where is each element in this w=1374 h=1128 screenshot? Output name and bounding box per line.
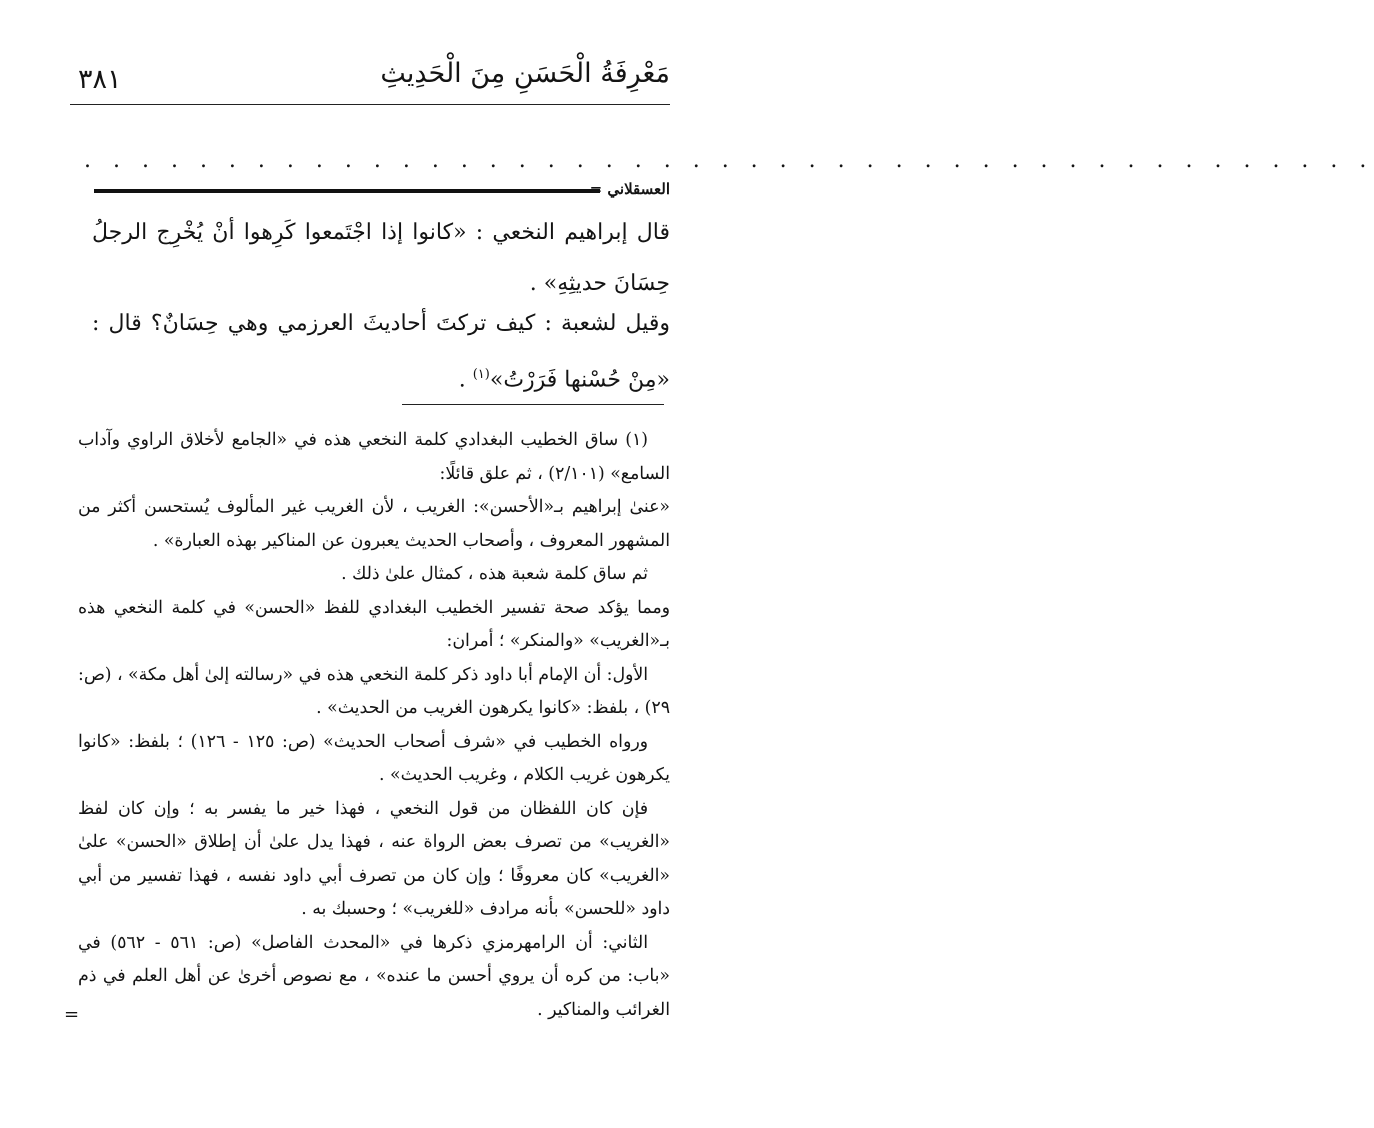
footnotes — [78, 424, 670, 1027]
main-paragraph-1 — [92, 207, 670, 309]
footnote-rule — [402, 404, 664, 405]
footnote-line: ورواه الخطيب في «شرف أصحاب الحديث» (ص: ١٢٥ - ١٢٦) ؛ بلفظ: «كانوا يكرهون غريب الكلام ، وغريب الحديث» . — [78, 731, 670, 785]
page-number: ٣٨١ — [78, 64, 122, 95]
header-rule — [70, 104, 670, 105]
footnote-line: الثاني: أن الرامهرمزي ذكرها في «المحدث الفاصل» (ص: ٥٦١ - ٥٦٢) في «باب: من كره أن يروي أحسن ما عنده» ، مع نصوص أخرىٰ عن أهل العلم في ذم الغرائب والمناكير . — [78, 932, 670, 1020]
main-paragraph-1-text: قال إبراهيم النخعي : «كانوا إذا اجْتَمعوا كَرِهوا أنْ يُخْرِج الرجلُ حِسَانَ حديثِهِ» . — [92, 220, 670, 296]
section-label: العسقلاني = — [589, 180, 670, 198]
footnote-line: (١) ساق الخطيب البغدادي كلمة النخعي هذه في «الجامع لأخلاق الراوي وآداب السامع» (٢/١٠١) ، ثم علق قائلًا: — [78, 430, 670, 484]
section-rule — [94, 189, 600, 193]
footnote-reference[interactable]: (١) — [472, 367, 490, 382]
footnote-line: ومما يؤكد صحة تفسير الخطيب البغدادي للفظ «الحسن» في كلمة النخعي هذه بـ«الغريب» «والمنكر» ؛ أمران: — [78, 597, 670, 651]
main-paragraph-2 — [92, 298, 670, 405]
dotted-separator: . . . . . . . . . . . . . . . . . . . . . . . . . . . . . . . . . . . . . . . . . . . . . — [84, 148, 1374, 173]
continuation-mark: = — [64, 1004, 80, 1025]
running-title: مَعْرِفَةُ الْحَسَنِ مِنَ الْحَدِيثِ — [380, 58, 670, 89]
footnote-line: ثم ساق كلمة شعبة هذه ، كمثال علىٰ ذلك . — [341, 564, 648, 584]
footnote-line: الأول: أن الإمام أبا داود ذكر كلمة النخعي هذه في «رسالته إلىٰ أهل مكة» ، (ص: ٢٩) ، بلفظ: «كانوا يكرهون الغريب من الحديث» . — [78, 664, 670, 718]
main-paragraph-2-line — [92, 298, 670, 405]
footnote-line: فإن كان اللفظان من قول النخعي ، فهذا خير ما يفسر به ؛ وإن كان لفظ «الغريب» من تصرف بعض الرواة عنه ، فهذا يدل علىٰ أن إطلاق «الحسن» علىٰ «الغريب» كان معروفًا ؛ وإن كان من تصرف أبي داود نفسه ، فهذا تفسير من أبي داود «للحسن» بأنه مرادف «للغريب» ؛ وحسبك به . — [78, 798, 670, 919]
main-paragraph-2-text: وقيل لشعبة : كيف تركتَ أحاديثَ العرزمي وهي حِسَانٌ؟ قال : «مِنْ حُسْنها فَرَرْتُ» — [92, 311, 670, 393]
footnote-quote: «عنىٰ إبراهيم بـ«الأحسن»: الغريب ، لأن الغريب غير المألوف يُستحسن أكثر من المشهور المعروف ، وأصحاب الحديث يعبرون عن المناكير بهذه العبارة» . — [78, 497, 670, 551]
section-marker — [94, 180, 670, 204]
main-paragraph-2-end: . — [458, 367, 473, 393]
